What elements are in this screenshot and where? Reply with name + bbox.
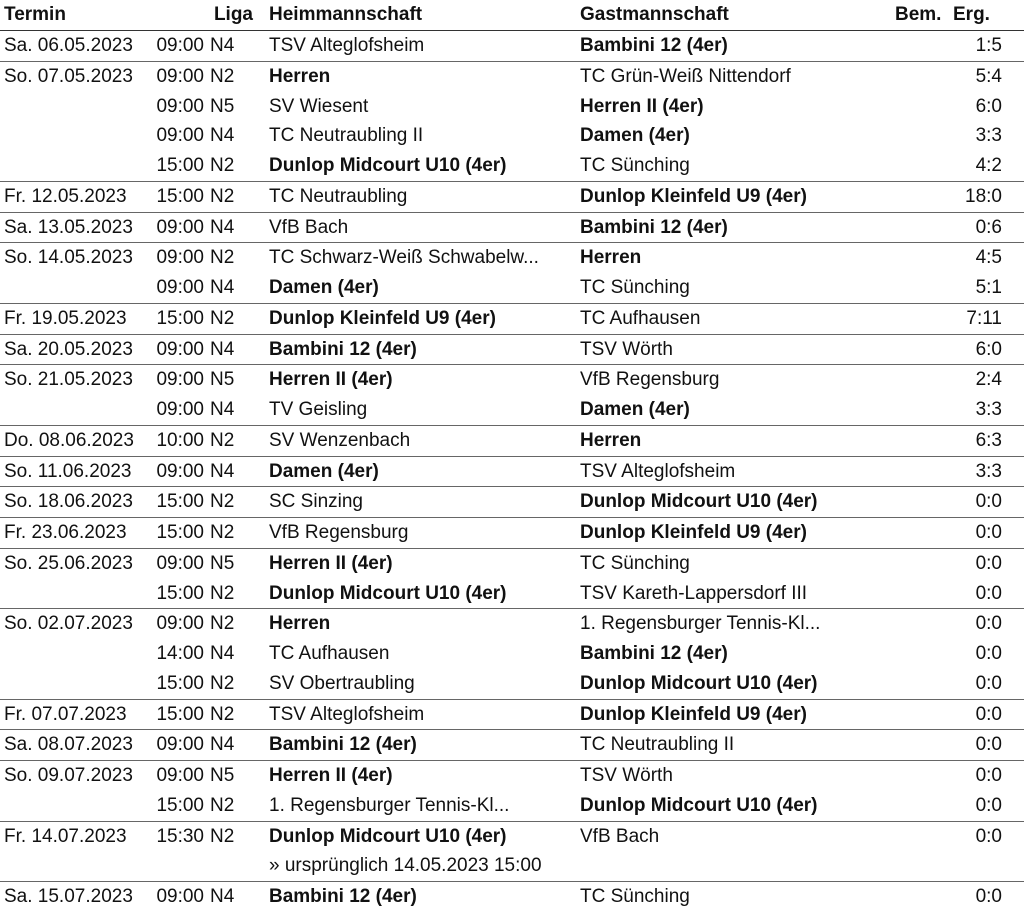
home-team: TC Schwarz-Weiß Schwabelw...: [269, 247, 539, 269]
guest-team: Dunlop Midcourt U10 (4er): [580, 794, 818, 816]
match-result: 0:0: [975, 765, 1002, 786]
table-row: [0, 364, 1024, 395]
home-team: VfB Regensburg: [269, 522, 409, 543]
guest-team: Bambini 12 (4er): [580, 643, 728, 664]
table-row: [0, 486, 1024, 517]
home-team: TSV Alteglofsheim: [269, 703, 425, 725]
match-time: 09:00: [156, 338, 204, 360]
table-body: [0, 31, 1024, 912]
home-team: TSV Alteglofsheim: [269, 35, 425, 56]
table-row: [0, 608, 1024, 639]
match-liga: N2: [210, 613, 235, 635]
table-row: [0, 425, 1024, 456]
match-time: 09:00: [156, 65, 204, 87]
guest-team: TSV Wörth: [580, 765, 673, 786]
guest-team: Bambini 12 (4er): [580, 216, 728, 238]
guest-team: Dunlop Kleinfeld U9 (4er): [580, 703, 807, 725]
guest-team: Damen (4er): [580, 125, 690, 147]
match-result: 0:0: [975, 491, 1002, 513]
reschedule-note: » ursprünglich 14.05.2023 15:00: [269, 855, 542, 877]
match-liga: N2: [210, 155, 235, 176]
match-liga: N2: [210, 522, 235, 543]
match-date: So. 07.05.2023: [4, 65, 133, 87]
home-team: Bambini 12 (4er): [269, 338, 417, 360]
match-date: Sa. 15.07.2023: [4, 886, 133, 907]
table-row: [0, 273, 1024, 303]
match-result: 6:0: [975, 95, 1002, 117]
match-result: 5:1: [975, 277, 1002, 298]
match-result: 18:0: [965, 185, 1002, 207]
match-liga: N2: [210, 703, 235, 725]
home-team: VfB Bach: [269, 216, 349, 238]
guest-team: Dunlop Midcourt U10 (4er): [580, 672, 818, 694]
header-heimmannschaft: Heimmannschaft: [269, 4, 423, 25]
home-team: Damen (4er): [269, 460, 379, 482]
home-team: Bambini 12 (4er): [269, 734, 417, 756]
guest-team: TC Sünching: [580, 552, 690, 574]
match-date: Fr. 07.07.2023: [4, 703, 127, 725]
match-result: 0:0: [975, 672, 1002, 694]
match-date: Sa. 06.05.2023: [4, 35, 133, 56]
match-time: 15:00: [156, 185, 204, 207]
table-row: [0, 242, 1024, 273]
match-date: So. 11.06.2023: [4, 460, 132, 482]
table-row: [0, 31, 1024, 61]
match-time: 09:00: [156, 247, 204, 269]
home-team: Dunlop Midcourt U10 (4er): [269, 825, 507, 847]
match-time: 15:30: [156, 825, 204, 847]
match-time: 15:00: [156, 672, 204, 694]
match-date: So. 09.07.2023: [4, 765, 133, 786]
match-time: 09:00: [156, 277, 204, 298]
home-team: Herren: [269, 65, 331, 87]
guest-team: TSV Wörth: [580, 338, 673, 360]
match-time: 15:00: [156, 522, 204, 543]
match-time: 09:00: [156, 125, 204, 147]
table-row: [0, 61, 1024, 92]
home-team: Dunlop Midcourt U10 (4er): [269, 155, 507, 176]
match-date: So. 25.06.2023: [4, 552, 133, 574]
home-team: SV Wenzenbach: [269, 429, 411, 451]
guest-team: TSV Alteglofsheim: [580, 460, 736, 482]
match-result: 0:0: [975, 794, 1002, 816]
header-termin: Termin: [4, 4, 66, 25]
table-row: [0, 639, 1024, 669]
guest-team: Herren: [580, 247, 642, 269]
match-time: 09:00: [156, 460, 204, 482]
match-liga: N2: [210, 825, 235, 847]
home-team: Bambini 12 (4er): [269, 886, 417, 907]
match-result: 6:3: [975, 429, 1002, 451]
match-time: 15:00: [156, 703, 204, 725]
header-bemerkung: Bem.: [895, 4, 942, 25]
header-ergebnis: Erg.: [953, 4, 990, 25]
guest-team: VfB Regensburg: [580, 369, 720, 391]
match-liga: N2: [210, 307, 235, 329]
match-time: 09:00: [156, 613, 204, 635]
match-liga: N4: [210, 460, 235, 482]
match-time: 15:00: [156, 155, 204, 176]
match-result: 3:3: [975, 125, 1002, 147]
table-row: [0, 517, 1024, 548]
home-team: Dunlop Kleinfeld U9 (4er): [269, 307, 496, 329]
match-time: 09:00: [156, 765, 204, 786]
table-row: [0, 579, 1024, 609]
match-liga: N4: [210, 734, 235, 756]
table-row: [0, 92, 1024, 122]
guest-team: Bambini 12 (4er): [580, 35, 728, 56]
match-result: 4:2: [975, 155, 1002, 176]
match-result: 1:5: [975, 35, 1002, 56]
match-result: 0:0: [975, 522, 1002, 543]
match-date: So. 18.06.2023: [4, 491, 133, 513]
table-row-note: [0, 851, 1024, 881]
match-date: Sa. 08.07.2023: [4, 734, 133, 756]
table-header: [0, 0, 1024, 31]
match-liga: N2: [210, 65, 235, 87]
guest-team: Dunlop Kleinfeld U9 (4er): [580, 185, 807, 207]
match-result: 4:5: [975, 247, 1002, 269]
home-team: SC Sinzing: [269, 491, 363, 513]
match-liga: N2: [210, 794, 235, 816]
match-date: Sa. 20.05.2023: [4, 338, 133, 360]
match-time: 15:00: [156, 794, 204, 816]
table-row: [0, 303, 1024, 334]
match-liga: N5: [210, 95, 235, 117]
match-result: 7:11: [966, 307, 1002, 329]
match-result: 0:0: [975, 825, 1002, 847]
match-liga: N4: [210, 886, 235, 907]
match-result: 2:4: [975, 369, 1002, 391]
match-result: 5:4: [975, 65, 1002, 87]
table-row: [0, 151, 1024, 181]
match-liga: N5: [210, 369, 235, 391]
match-liga: N2: [210, 247, 235, 269]
match-result: 0:0: [975, 613, 1002, 635]
table-row: [0, 760, 1024, 791]
guest-team: TSV Kareth-Lappersdorf III: [580, 582, 808, 604]
table-row: [0, 181, 1024, 212]
home-team: TV Geisling: [269, 399, 368, 420]
match-liga: N4: [210, 399, 235, 420]
match-time: 15:00: [156, 491, 204, 513]
table-row: [0, 881, 1024, 912]
guest-team: TC Grün-Weiß Nittendorf: [580, 65, 791, 87]
match-result: 3:3: [975, 399, 1002, 420]
home-team: SV Obertraubling: [269, 672, 415, 694]
match-time: 09:00: [156, 552, 204, 574]
home-team: TC Neutraubling II: [269, 125, 424, 147]
match-result: 0:0: [975, 886, 1002, 907]
match-date: So. 02.07.2023: [4, 613, 133, 635]
match-liga: N2: [210, 429, 235, 451]
match-result: 6:0: [975, 338, 1002, 360]
match-date: Do. 08.06.2023: [4, 429, 134, 451]
home-team: SV Wiesent: [269, 95, 369, 117]
guest-team: Herren: [580, 429, 642, 451]
home-team: Herren: [269, 613, 331, 635]
match-liga: N5: [210, 765, 235, 786]
match-liga: N2: [210, 491, 235, 513]
guest-team: TC Neutraubling II: [580, 734, 735, 756]
table-row: [0, 395, 1024, 425]
match-result: 0:0: [975, 734, 1002, 756]
guest-team: Damen (4er): [580, 399, 690, 420]
table-row: [0, 121, 1024, 151]
match-liga: N4: [210, 216, 235, 238]
home-team: Damen (4er): [269, 277, 379, 298]
match-time: 15:00: [156, 307, 204, 329]
match-liga: N4: [210, 643, 235, 664]
match-time: 09:00: [156, 734, 204, 756]
match-liga: N4: [210, 125, 235, 147]
match-date: Fr. 19.05.2023: [4, 307, 127, 329]
table-row: [0, 699, 1024, 730]
home-team: Herren II (4er): [269, 552, 393, 574]
home-team: TC Aufhausen: [269, 643, 390, 664]
table-row: [0, 548, 1024, 579]
home-team: TC Neutraubling: [269, 185, 408, 207]
guest-team: Dunlop Midcourt U10 (4er): [580, 491, 818, 513]
guest-team: Dunlop Kleinfeld U9 (4er): [580, 522, 807, 543]
match-date: Sa. 13.05.2023: [4, 216, 133, 238]
guest-team: TC Sünching: [580, 155, 690, 176]
match-time: 09:00: [156, 35, 204, 56]
match-date: Fr. 23.06.2023: [4, 522, 127, 543]
header-liga: Liga: [213, 4, 253, 25]
match-date: So. 14.05.2023: [4, 247, 133, 269]
guest-team: Herren II (4er): [580, 95, 704, 117]
match-date: Fr. 12.05.2023: [4, 185, 127, 207]
match-time: 14:00: [156, 643, 204, 664]
table-row: [0, 334, 1024, 365]
match-result: 0:0: [975, 552, 1002, 574]
match-liga: N5: [210, 552, 235, 574]
header-gastmannschaft: Gastmannschaft: [580, 4, 729, 25]
match-time: 09:00: [156, 216, 204, 238]
match-time: 09:00: [156, 886, 204, 907]
match-result: 0:0: [975, 703, 1002, 725]
match-result: 0:0: [975, 643, 1002, 664]
match-result: 0:6: [975, 216, 1002, 238]
table-row: [0, 791, 1024, 821]
match-liga: N2: [210, 672, 235, 694]
match-time: 09:00: [156, 399, 204, 420]
table-row: [0, 669, 1024, 699]
table-row: [0, 821, 1024, 852]
match-time: 09:00: [156, 369, 204, 391]
match-liga: N2: [210, 185, 235, 207]
table-row: [0, 212, 1024, 243]
match-time: 09:00: [156, 95, 204, 117]
home-team: Herren II (4er): [269, 369, 393, 391]
guest-team: TC Aufhausen: [580, 307, 701, 329]
match-time: 10:00: [156, 429, 204, 451]
match-result: 0:0: [975, 582, 1002, 604]
home-team: 1. Regensburger Tennis-Kl...: [269, 794, 510, 816]
guest-team: TC Sünching: [580, 886, 690, 907]
match-liga: N4: [210, 277, 235, 298]
guest-team: TC Sünching: [580, 277, 690, 298]
home-team: Dunlop Midcourt U10 (4er): [269, 582, 507, 604]
match-liga: N2: [210, 582, 235, 604]
match-date: So. 21.05.2023: [4, 369, 133, 391]
match-date: Fr. 14.07.2023: [4, 825, 127, 847]
table-row: [0, 729, 1024, 760]
match-liga: N4: [210, 35, 235, 56]
guest-team: VfB Bach: [580, 825, 660, 847]
home-team: Herren II (4er): [269, 765, 393, 786]
guest-team: 1. Regensburger Tennis-Kl...: [580, 613, 821, 635]
match-liga: N4: [210, 338, 235, 360]
match-time: 15:00: [156, 582, 204, 604]
table-row: [0, 456, 1024, 487]
match-result: 3:3: [975, 460, 1002, 482]
